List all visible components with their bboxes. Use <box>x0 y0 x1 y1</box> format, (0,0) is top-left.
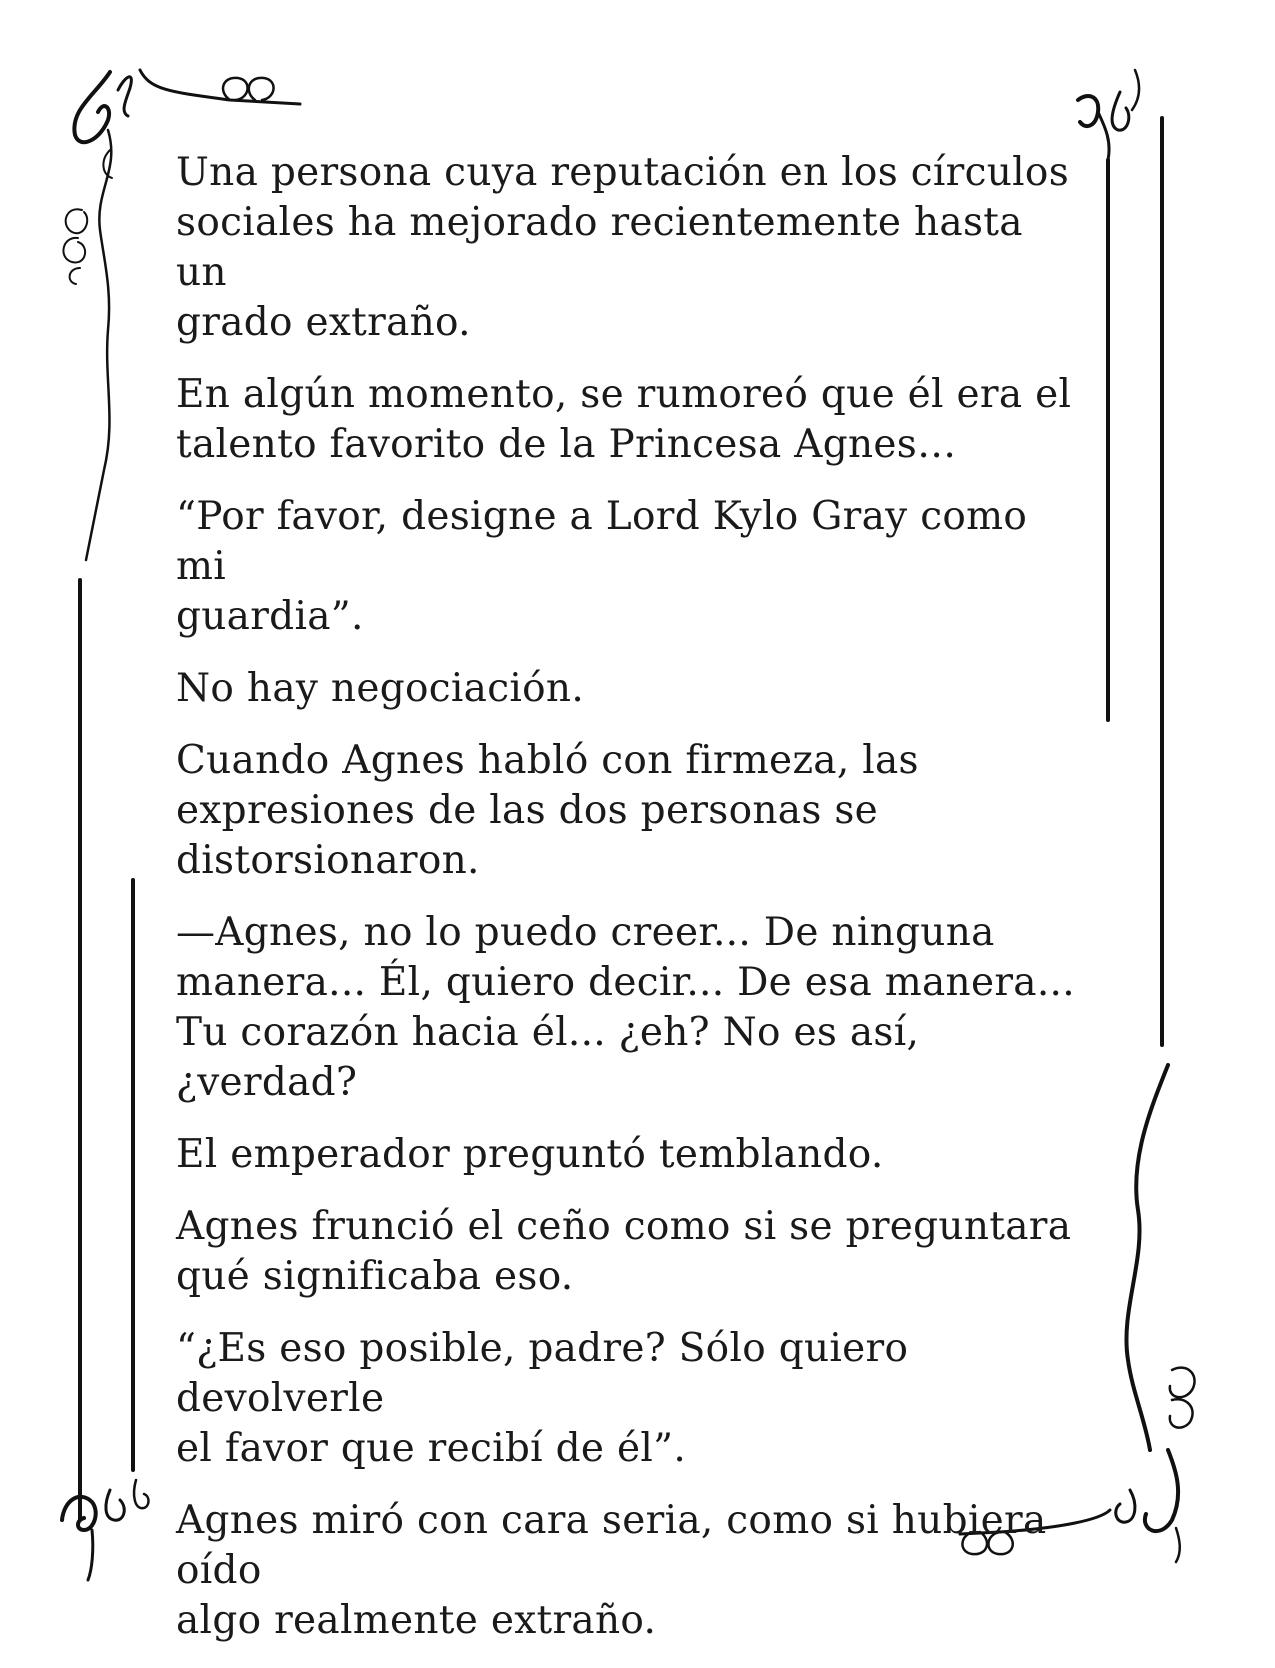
paragraph: —Agnes, no lo puedo creer... De ninguna manera... Él, quiero decir... De esa manera... Tu corazón hacia él... ¿eh? No es así, ¿verdad? <box>176 910 1075 1105</box>
page-body <box>176 148 1076 1668</box>
paragraph: “¿Es eso posible, padre? Sólo quiero devolverle el favor que recibí de él”. <box>176 1326 909 1471</box>
paragraph: Agnes frunció el ceño como si se preguntara qué significaba eso. <box>176 1204 1072 1299</box>
flourish-bottom-left <box>62 1480 149 1580</box>
paragraph: El emperador preguntó temblando. <box>176 1132 884 1177</box>
paragraph: Cuando Agnes habló con firmeza, las expresiones de las dos personas se distorsionaron. <box>176 738 919 883</box>
paragraph: Agnes miró con cara seria, como si hubiera oído algo realmente extraño. <box>176 1498 1047 1643</box>
left-vertical-bars <box>80 580 133 1520</box>
paragraph: “Por favor, designe a Lord Kylo Gray como mi guardia”. <box>176 494 1028 639</box>
paragraph: Una persona cuya reputación en los círculos sociales ha mejorado recientemente hasta un grado extraño. <box>176 150 1070 345</box>
paragraph: No hay negociación. <box>176 666 585 711</box>
paragraph: En algún momento, se rumoreó que él era el talento favorito de la Princesa Agnes… <box>176 372 1072 467</box>
flourish-top-right <box>1078 70 1162 1045</box>
